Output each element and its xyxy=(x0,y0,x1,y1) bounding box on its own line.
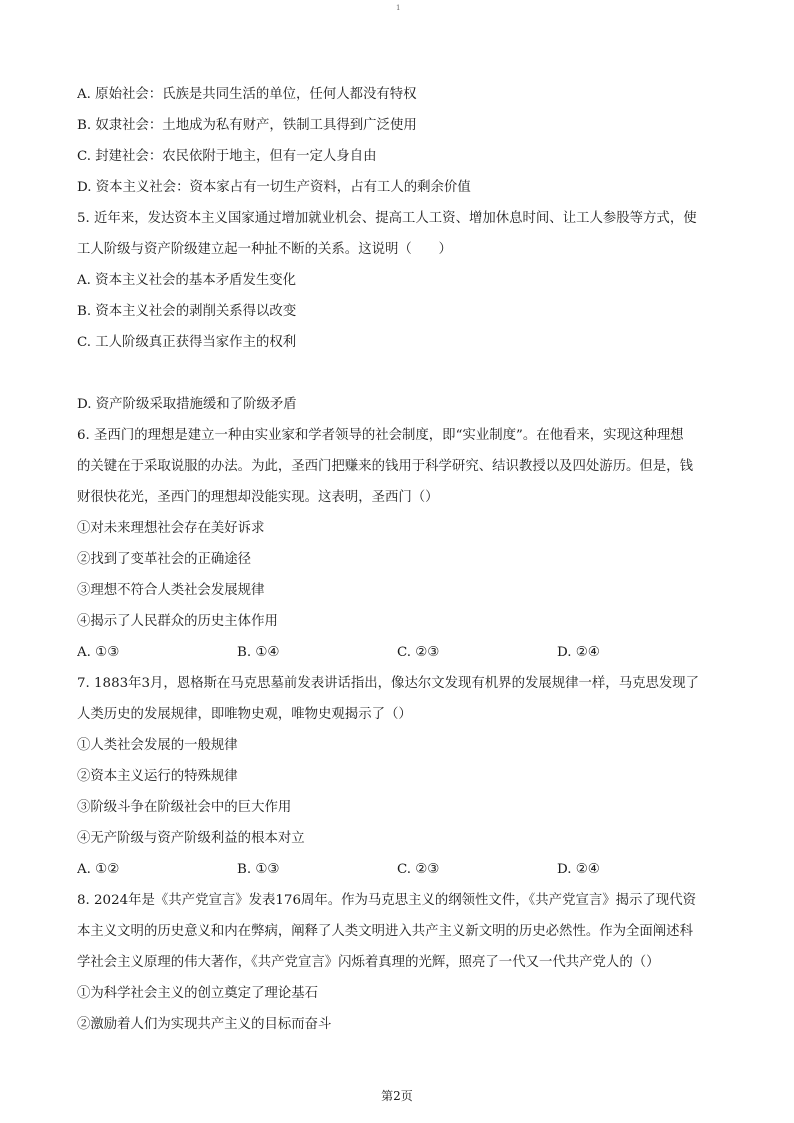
q7-options xyxy=(77,854,717,885)
q6-option-d: D. ②④ xyxy=(557,645,600,660)
text-line: C. 工人阶级真正获得当家作主的权利 xyxy=(77,335,297,350)
text-line: 7. 1883年3月，恩格斯在马克思墓前发表讲话指出，像达尔文发现有机界的发展规律一样，马克思发现了 xyxy=(77,676,700,691)
text-line: D. 资本主义社会：资本家占有一切生产资料，占有工人的剩余价值 xyxy=(77,180,471,195)
text-line: ①为科学社会主义的创立奠定了理论基石 xyxy=(77,986,319,1001)
document-page xyxy=(77,79,717,1040)
text-line: ①人类社会发展的一般规律 xyxy=(77,738,238,753)
text-line: B. 资本主义社会的剥削关系得以改变 xyxy=(77,304,297,319)
page-number: 第2页 xyxy=(381,1089,413,1103)
q6-options xyxy=(77,637,717,668)
text-block-d xyxy=(77,885,717,1040)
text-line: 8. 2024年是《共产党宣言》发表176周年。作为马克思主义的纲领性文件，《共产党宣言》揭示了现代资 xyxy=(77,893,696,908)
text-line: ④揭示了人民群众的历史主体作用 xyxy=(77,614,278,629)
text-line: 5. 近年来，发达资本主义国家通过增加就业机会、提高工人工资、增加休息时间、让工人参股等方式，使 xyxy=(77,211,697,226)
text-line: A. 资本主义社会的基本矛盾发生变化 xyxy=(77,273,297,288)
text-line: ②激励着人们为实现共产主义的目标而奋斗 xyxy=(77,1017,332,1032)
q6-option-b: B. ①④ xyxy=(237,645,280,660)
q7-option-d: D. ②④ xyxy=(557,862,600,877)
text-line: 本主义文明的历史意义和内在弊病，阐释了人类文明进入共产主义新文明的历史必然性。作为全面阐述科 xyxy=(77,924,693,939)
text-line: ③理想不符合人类社会发展规律 xyxy=(77,583,265,598)
text-line: 财很快花光，圣西门的理想却没能实现。这表明，圣西门（） xyxy=(77,490,439,505)
q7-option-b: B. ①③ xyxy=(237,862,280,877)
q7-option-a: A. ①② xyxy=(77,862,120,877)
text-line: C. 封建社会：农民依附于地主，但有一定人身自由 xyxy=(77,149,377,164)
text-line: ②资本主义运行的特殊规律 xyxy=(77,769,238,784)
text-line: 的关键在于采取说服的办法。为此，圣西门把赚来的钱用于科学研究、结识教授以及四处游历。但是，钱 xyxy=(77,459,693,474)
text-line: D. 资产阶级采取措施缓和了阶级矛盾 xyxy=(77,397,297,412)
text-line: 人类历史的发展规律，即唯物史观，唯物史观揭示了（） xyxy=(77,707,412,722)
text-line: ②找到了变革社会的正确途径 xyxy=(77,552,252,567)
q6-option-c: C. ②③ xyxy=(397,645,440,660)
q6-option-a: A. ①③ xyxy=(77,645,120,660)
text-block-c xyxy=(77,668,717,854)
text-line: ④无产阶级与资产阶级利益的根本对立 xyxy=(77,831,305,846)
text-line: ①对未来理想社会存在美好诉求 xyxy=(77,521,265,536)
q7-option-c: C. ②③ xyxy=(397,862,440,877)
text-block-b xyxy=(77,389,717,637)
text-line: 工人阶级与资产阶级建立起一种扯不断的关系。这说明（ ） xyxy=(77,242,452,257)
text-line: A. 原始社会：氏族是共同生活的单位，任何人都没有特权 xyxy=(77,87,417,102)
text-line: ③阶级斗争在阶级社会中的巨大作用 xyxy=(77,800,292,815)
text-line: 学社会主义原理的伟大著作，《共产党宣言》闪烁着真理的光辉，照亮了一代又一代共产党人的（） xyxy=(77,955,660,970)
text-block-a xyxy=(77,79,717,358)
text-line: B. 奴隶社会：土地成为私有财产，铁制工具得到广泛使用 xyxy=(77,118,417,133)
header-mark: 1 xyxy=(396,4,401,12)
text-line: 6. 圣西门的理想是建立一种由实业家和学者领导的社会制度，即“实业制度”。在他看来，实现这种理想 xyxy=(77,428,684,443)
blank-gap xyxy=(77,358,717,389)
